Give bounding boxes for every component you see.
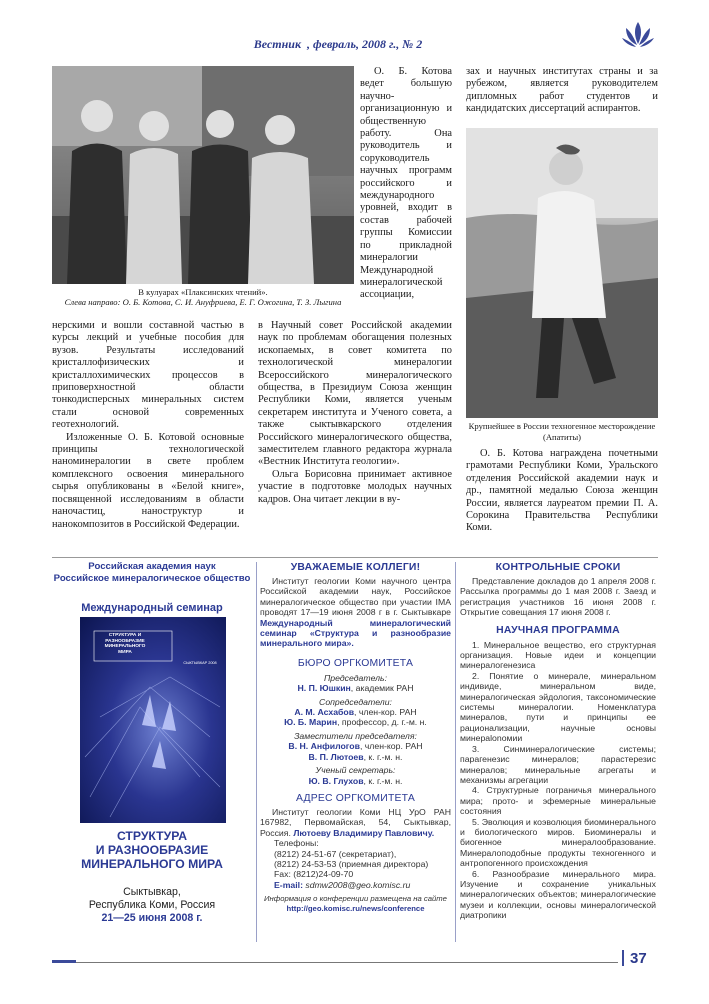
site-link[interactable]: http://geo.komisc.ru/news/conference — [286, 903, 425, 913]
role-label: Заместители председателя: — [294, 730, 417, 741]
seminar-title-line: СТРУКТУРА — [116, 829, 188, 843]
bureau-member — [260, 707, 451, 717]
org-name: Российская академия наук — [88, 561, 216, 572]
place-line: Сыктывкар, — [123, 886, 181, 898]
organizers — [52, 561, 252, 584]
text-column-middle — [258, 320, 452, 506]
program-item: 4. Структурные пограничья минерального мира; прото- и эфемерные минеральные состояния — [460, 785, 656, 817]
paragraph: Ольга Борисовна принимает активное участие в подготовке молодых научных кадров. Она читает лекции в ву- — [258, 468, 452, 505]
column-divider — [256, 562, 257, 942]
member-role: , член-кор. РАН — [359, 741, 423, 752]
paragraph: в Научный совет Российской академии наук по проблемам обогащения полезных ископаемых, в совет комитета по технологической минералогии Всероссийского минералогического общества, в Президиум Союза женщин Республики Коми, является ученым секретарем института и Ученого совета, а также сыктывкарского отделения Российского минералогического общества, заместителем главного редактора журнала «Вестник Института геологии». — [258, 320, 452, 468]
footer-accent — [52, 960, 76, 963]
seminar-name: Международный минералогический семинар «Структура и разнообразие минерального мира». — [260, 617, 451, 649]
announcement-right — [460, 562, 656, 921]
issue-info: , февраль, 2008 г., № 2 — [307, 37, 423, 51]
paragraph: О. Б. Котова награждена почетными грамотами Республики Коми, Уральского отделения Российской академии наук и др., памятной медалью Союза женщин России, является лауреатом премии П. А. Сорокина Правительства Республики Коми. — [466, 448, 658, 534]
photo1-caption-title: В кулуарах «Плаксинских чтений». — [138, 287, 268, 297]
member-name: В. Н. Анфилогов — [288, 741, 360, 752]
fax: Fax: (8212)24-09-70 — [274, 869, 354, 880]
address-body: Институт геологии Коми НЦ УрО РАН 167982, Первомайская, 54, Сыктывкар, Россия. — [260, 806, 451, 838]
column-divider — [455, 562, 456, 942]
text-column-right-top — [466, 66, 658, 116]
bureau-member — [260, 741, 451, 751]
org-name: Российское минералогическое общество — [53, 572, 251, 584]
paragraph: зах и научных институтах страны и за рубежом, является руководителем дипломных работ студентов и кандидатских диссертаций аспирантов. — [466, 66, 658, 115]
text-column-right-bottom — [466, 448, 658, 535]
program-list — [460, 640, 656, 921]
paragraph: нерскими и вошли составной частью в курсы лекций и учебные пособия для вузов. Результаты исследований кристаллофизических и кристаллохимических процессов в приповерхностной области тонкодисперсных минеральных систем стали основой современных геотехнологий. — [52, 320, 244, 431]
member-name: В. П. Лютоев — [308, 751, 364, 762]
bureau-member — [260, 717, 451, 727]
member-role: , член-кор. РАН — [354, 707, 417, 718]
bureau-member — [260, 752, 451, 762]
member-role: , профессор, д. г.-м. н. — [337, 717, 427, 728]
address-text — [260, 807, 451, 838]
place-line: Республика Коми, Россия — [88, 899, 216, 911]
phones-label: Телефоны: — [274, 838, 319, 849]
cover-text: СТРУКТУРА И РАЗНООБРАЗИЕ МИНЕРАЛЬНОГО МИРА — [104, 633, 146, 655]
program-item: 2. Понятие о минерале, минеральном индивиде, минеральном виде, минералогическая эйдология, таксономические системы минералогии. Номенклатура минералов, пути и принципы ее рационализации, научные основы минерalonомии — [460, 670, 656, 744]
address-person: Лютоеву Владимиру Павловичу. — [293, 827, 435, 838]
journal-logo-icon — [620, 18, 656, 50]
running-header — [52, 37, 618, 52]
member-name: Ю. В. Глухов — [308, 775, 364, 786]
text-column-middle-top — [360, 66, 452, 302]
phone: (8212) 24-51-67 (секретариат), — [274, 848, 397, 859]
member-name: Ю. Б. Марин — [284, 717, 338, 728]
role-label: Ученый секретарь: — [315, 765, 396, 776]
role-label: Председатель: — [323, 672, 388, 683]
deadlines-text: Представление докладов до 1 апреля 2008 г. Рассылка программы до 1 мая 2008 г. Заезд и регистрация участников 16 июня 2008 г. Открытие совещания 17 июня 2008 г. — [460, 576, 656, 618]
site-note-text: Информация о конференции размещена на сайте — [264, 894, 447, 904]
email-link[interactable]: sdmw2008@geo.komisc.ru — [305, 879, 411, 890]
footer-rule — [52, 962, 618, 963]
email-label: E-mail: — [274, 879, 303, 890]
contacts — [260, 838, 451, 890]
conference-group-photo — [52, 66, 354, 284]
seminar-title-line: И РАЗНООБРАЗИЕ — [95, 842, 209, 857]
member-role: , к. г.-м. н. — [363, 751, 403, 762]
photo2-caption: Крупнейшее в России техногенное месторождение (Апатиты) — [468, 421, 656, 442]
journal-name: Вестник — [248, 37, 307, 51]
program-item: 3. Синминералогические системы; парагенезис минералов; парастерезис минералов; минеральные агрегаты и механизмы агрегации — [460, 743, 656, 785]
photo1-caption-people: Слева направо: О. Б. Котова, С. И. Ануфриева, Е. Г. Ожогина, Т. З. Лыгина — [64, 297, 342, 307]
woman-quarry-photo — [466, 128, 658, 418]
bureau-member — [260, 776, 451, 786]
email-line — [274, 880, 451, 890]
bureau-member — [260, 683, 451, 693]
deadlines-heading: КОНТРОЛЬНЫЕ СРОКИ — [495, 562, 621, 573]
bureau-heading: БЮРО ОРГКОМИТЕТА — [297, 657, 414, 669]
announcement-middle — [260, 562, 451, 913]
colleagues-text — [260, 576, 451, 649]
paragraph: Изложенные О. Б. Котовой основные принципы технологической наноминералогии в свете проблем комплексного освоения минерального сырья опубликованы в «Белой книге», посвященной исследованиям в области наночастиц, наноструктур и нанокомпозитов в Российской Федерации. — [52, 431, 244, 530]
member-name: А. М. Асхабов — [294, 707, 355, 718]
member-role: , к. г.-м. н. — [363, 775, 403, 786]
phone: (8212) 24-53-53 (приемная директора) — [274, 858, 429, 869]
colleagues-body: Институт геологии Коми научного центра Российской академии наук, Российское минералогическое общество при участии IMA проводят 17—19 июня 2008 г в г. Сыктывкаре — [260, 576, 451, 618]
program-heading: НАУЧНАЯ ПРОГРАММА — [496, 624, 620, 636]
seminar-dates: 21—25 июня 2008 г. — [101, 912, 203, 924]
program-item: 5. Эволюция и коэволюция биоминерального и биологического миров. Биоминералы и биогенное минералообразование. Минералоподобные продукты техногенного и антропогенного происхождения — [460, 816, 656, 869]
address-heading: АДРЕС ОРГКОМИТЕТА — [296, 792, 415, 804]
seminar-title — [52, 830, 252, 871]
seminar-label: Международный семинар — [81, 602, 223, 614]
seminar-place — [52, 886, 252, 925]
seminar-title-line: МИНЕРАЛЬНОГО МИРА — [81, 856, 223, 871]
cover-place: СЫКТЫВКАР 2008 — [183, 661, 217, 665]
page-number-bar — [622, 950, 624, 966]
member-name: Н. П. Юшкин — [297, 683, 351, 694]
paragraph: О. Б. Котова ведет большую научно-организационную и общественную работу. Она руководитель и соруководитель научных программ российского и международного уровней, входит в состав рабочей группы Комиссии по прикладной минералогии Международной минералогической ассоциации, — [360, 66, 452, 301]
program-item: 1. Минеральное вещество, его структурная организация. Новые идеи и концепции минералогенезиса — [460, 639, 656, 671]
program-item: 6. Разнообразие минерального мира. Изучение и сохранение уникальных минералогических объектов; минералогические музеи и коллекции, основы минералогической диатропики — [460, 868, 656, 921]
bureau-list — [260, 673, 451, 786]
page-number: 37 — [630, 950, 647, 967]
role-label: Сопредседатели: — [319, 696, 392, 707]
member-role: , академик РАН — [350, 683, 414, 694]
text-column-left — [52, 320, 244, 531]
colleagues-heading: УВАЖАЕМЫЕ КОЛЛЕГИ! — [290, 562, 421, 573]
site-note — [260, 894, 451, 913]
